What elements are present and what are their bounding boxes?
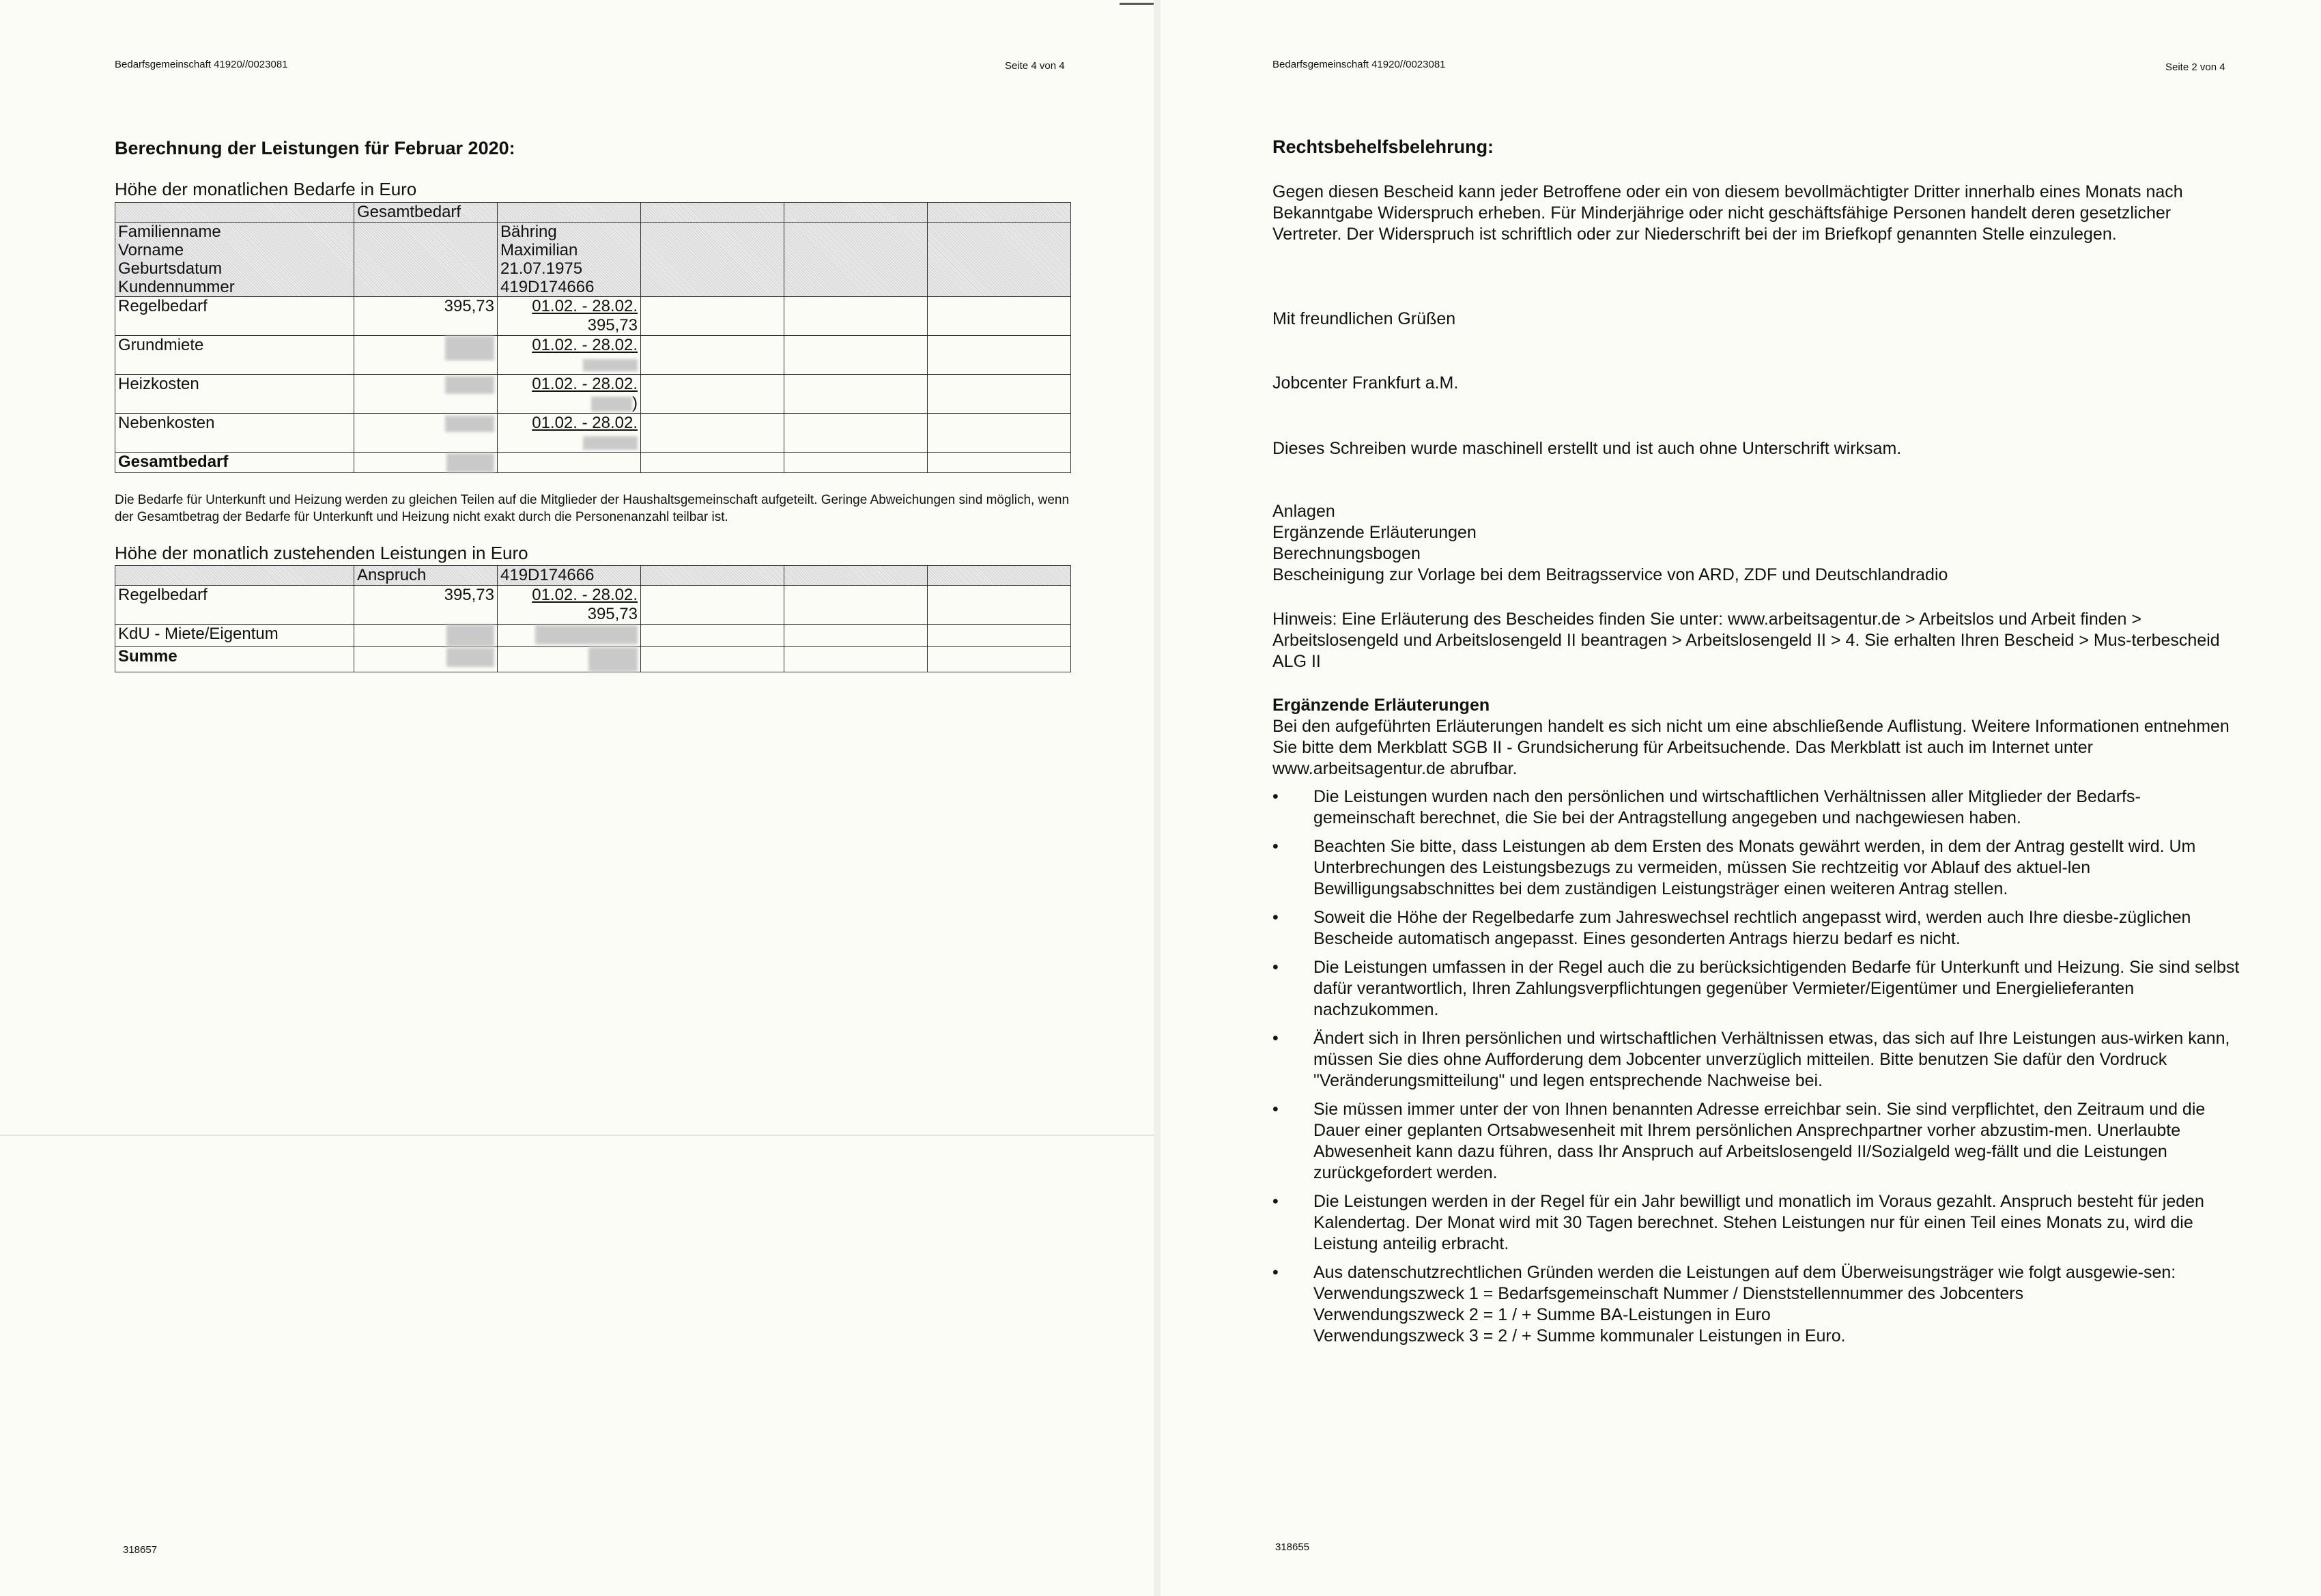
person-info-row — [115, 223, 1071, 297]
bedarfe-caption: Höhe der monatlichen Bedarfe in Euro — [115, 179, 417, 199]
attachment-item: Berechnungsbogen — [1272, 544, 1421, 563]
table-row — [115, 297, 1071, 336]
left-page — [0, 0, 1154, 1596]
leistung-period-regelbedarf: 01.02. - 28.02. — [532, 586, 638, 604]
table-row — [115, 414, 1071, 453]
row-label-grundmiete: Grundmiete — [115, 336, 354, 375]
machine-generated-note: Dieses Schreiben wurde maschinell erstellt und ist auch ohne Unterschrift wirksam. — [1272, 439, 1902, 458]
usage-line: Verwendungszweck 3 = 2 / + Summe kommunaler Leistungen in Euro. — [1313, 1326, 1846, 1345]
person-label-surname: Familienname — [118, 223, 221, 241]
redacted-value — [583, 436, 638, 450]
redacted-value — [583, 359, 638, 371]
bedarfe-table — [115, 202, 1071, 473]
greeting: Mit freundlichen Grüßen — [1272, 309, 1456, 328]
redacted-value — [588, 647, 638, 672]
person-value-customer-number: 419D174666 — [500, 278, 595, 296]
leistung-label-kdu: KdU - Miete/Eigentum — [115, 625, 354, 647]
bedarfe-header-total: Gesamtbedarf — [354, 203, 498, 223]
row-amount-regelbedarf: 395,73 — [587, 316, 638, 334]
leistungen-caption: Höhe der monatlich zustehenden Leistungen in Euro — [115, 543, 528, 563]
redacted-value — [535, 625, 638, 644]
row-period-regelbedarf: 01.02. - 28.02. — [532, 297, 638, 315]
person-label-firstname: Vorname — [118, 241, 184, 259]
row-period-grundmiete: 01.02. - 28.02. — [532, 336, 638, 354]
sender: Jobcenter Frankfurt a.M. — [1272, 373, 1459, 393]
bedarfe-header-row — [115, 203, 1071, 223]
legal-remedy-title: Rechtsbehelfsbelehrung: — [1272, 137, 1494, 157]
row-total-regelbedarf: 395,73 — [354, 297, 498, 336]
redacted-value — [591, 397, 632, 412]
fold-line-left — [0, 1135, 1154, 1136]
redacted-value — [445, 416, 494, 432]
attachment-item: Bescheinigung zur Vorlage bei dem Beitragsservice von ARD, ZDF und Deutschlandradio — [1272, 565, 1948, 584]
leistung-claim-regelbedarf: 395,73 — [354, 586, 498, 625]
table-row — [115, 336, 1071, 375]
redacted-value — [445, 336, 494, 360]
person-label-birthdate: Geburtsdatum — [118, 259, 223, 278]
person-value-surname: Bähring — [500, 223, 557, 241]
list-item: • Soweit die Höhe der Regelbedarfe zum Jahreswechsel rechtlich angepasst wird, werden auch Ihre diesbe-züglichen Bescheide automatisch angepasst. Eines gesonderten Antrags hierzu bedarf es nicht. — [1272, 907, 2242, 950]
row-label-nebenkosten: Nebenkosten — [115, 414, 354, 453]
leistungen-table — [115, 565, 1071, 672]
row-period-heizkosten: 01.02. - 28.02. — [532, 375, 638, 393]
list-item — [1272, 1262, 2242, 1347]
person-value-firstname: Maximilian — [500, 241, 578, 259]
left-header-reference: Bedarfsgemeinschaft 41920//0023081 — [115, 59, 288, 70]
attachment-item: Ergänzende Erläuterungen — [1272, 523, 1477, 542]
list-item: • Ändert sich in Ihren persönlichen und wirtschaftlichen Verhältnissen etwas, das sich auf Ihre Leistungen aus-wirken kann, müssen Sie dies ohne Aufforderung dem Jobcenter unverzüglich mitteilen. Bitte benutzen Sie dafür den Vordruck "Veränderungsmitteilung" und legen entsprechende Nachweise bei. — [1272, 1028, 2242, 1092]
sum-label-gesamtbedarf: Gesamtbedarf — [115, 453, 354, 473]
attachments-title: Anlagen — [1272, 502, 1335, 521]
person-label-customer-number: Kundennummer — [118, 278, 235, 296]
sum-label-summe: Summe — [115, 647, 354, 672]
hint-text: Hinweis: Eine Erläuterung des Bescheides finden Sie unter: www.arbeitsagentur.de > Arbeitslos und Arbeit finden > Arbeitslosengeld und Arbeitslosengeld II beantragen > Arbeitslosengeld II > 4. Sie erhalten Ihren Bescheid > Mus-terbescheid ALG II — [1272, 610, 2220, 671]
right-footer-code: 318655 — [1275, 1541, 1310, 1553]
list-item: • Die Leistungen werden in der Regel für ein Jahr bewilligt und monatlich im Voraus gezahlt. Anspruch besteht für jeden Kalendertag. Der Monat wird mit 30 Tagen berechnet. Stehen Leistungen nur für einen Teil eines Monats zu, wird die Leistung anteilig erbracht. — [1272, 1191, 2242, 1255]
leistungen-header-person: 419D174666 — [498, 566, 641, 586]
usage-line: Verwendungszweck 1 = Bedarfsgemeinschaft Nummer / Dienststellennummer des Jobcenters — [1313, 1284, 2024, 1303]
sum-row — [115, 453, 1071, 473]
row-label-regelbedarf: Regelbedarf — [115, 297, 354, 336]
list-item: • Die Leistungen umfassen in der Regel auch die zu berücksichtigenden Bedarfe für Unterkunft und Heizung. Sie sind selbst dafür verantwortlich, Ihren Zahlungsverpflichtungen gegenüber Vermieter/Eigentümer und Energielieferanten nachzukommen. — [1272, 957, 2242, 1021]
page-gutter — [1154, 0, 1160, 1596]
redacted-value — [445, 376, 494, 394]
table-row — [115, 375, 1071, 414]
explanations-list — [1272, 786, 2242, 1354]
leistungen-header-row — [115, 566, 1071, 586]
row-period-nebenkosten: 01.02. - 28.02. — [532, 414, 638, 432]
explanations-title: Ergänzende Erläuterungen — [1272, 696, 1490, 715]
list-item: • Die Leistungen wurden nach den persönlichen und wirtschaftlichen Verhältnissen aller Mitglieder der Bedarfs-gemeinschaft berechnet, die Sie bei der Antragstellung angegeben und nachgewiesen haben. — [1272, 786, 2242, 829]
list-item: • Beachten Sie bitte, dass Leistungen ab dem Ersten des Monats gewährt werden, in dem der Antrag gestellt wird. Um Unterbrechungen des Leistungsbezugs zu vermeiden, müssen Sie rechtzeitig vor Ablauf des aktuel-len Bewilligungsabschnittes bei dem zuständigen Leistungsträger einen weiteren Antrag stellen. — [1272, 836, 2242, 900]
left-header-page-number: Seite 4 von 4 — [1005, 60, 1065, 72]
leistung-label-regelbedarf: Regelbedarf — [115, 586, 354, 625]
right-header-page-number: Seite 2 von 4 — [2165, 61, 2225, 73]
row-label-heizkosten: Heizkosten — [115, 375, 354, 414]
redacted-value — [446, 648, 494, 667]
table-row — [115, 625, 1071, 647]
list-item-text: • Aus datenschutzrechtlichen Gründen werden die Leistungen auf dem Überweisungsträger wie folgt ausgewie-sen: — [1313, 1263, 2176, 1282]
attachments-block — [1272, 501, 1948, 586]
table-row — [115, 586, 1071, 625]
legal-remedy-text: Gegen diesen Bescheid kann jeder Betroffene oder ein von diesem bevollmächtigter Dritter innerhalb eines Monats nach Bekanntgabe Widerspruch erheben. Für Minderjährige oder nicht geschäftsfähige Personen handelt deren gesetzlicher Vertreter. Der Widerspruch ist schriftlich oder zur Niederschrift bei der im Briefkopf genannten Stelle einzulegen. — [1272, 182, 2183, 244]
explanations-intro: Bei den aufgeführten Erläuterungen handelt es sich nicht um eine abschließende Auflistung. Weitere Informationen entnehmen Sie bitte dem Merkblatt SGB II - Grundsicherung für Arbeitsuchende. Das Merkblatt ist auch im Internet unter www.arbeitsagentur.de abrufbar. — [1272, 717, 2230, 778]
calculation-title: Berechnung der Leistungen für Februar 2020: — [115, 138, 515, 158]
distribution-note: Die Bedarfe für Unterkunft und Heizung werden zu gleichen Teilen auf die Mitglieder der Haushaltsgemeinschaft aufgeteilt. Geringe Abweichungen sind möglich, wenn der Gesamtbetrag der Bedarfe für Unterkunft und Heizung nicht exakt durch die Personenanzahl teilbar ist. — [115, 493, 1070, 524]
right-header-reference: Bedarfsgemeinschaft 41920//0023081 — [1272, 59, 1446, 70]
left-footer-code: 318657 — [123, 1544, 158, 1556]
person-value-birthdate: 21.07.1975 — [500, 259, 583, 278]
leistungen-header-claim: Anspruch — [354, 566, 498, 586]
sum-row — [115, 647, 1071, 672]
usage-line: Verwendungszweck 2 = 1 / + Summe BA-Leistungen in Euro — [1313, 1305, 1771, 1324]
leistung-amount-regelbedarf: 395,73 — [587, 605, 638, 623]
list-item: • Sie müssen immer unter der von Ihnen benannten Adresse erreichbar sein. Sie sind verpflichtet, den Zeitraum und die Dauer einer geplanten Ortsabwesenheit mit Ihrem persönlichen Ansprechpartner vorher abzustim-men. Unerlaubte Abwesenheit kann dazu führen, dass Ihr Anspruch auf Arbeitslosengeld II/Sozialgeld weg-fällt und die Leistungen zurückgefordert werden. — [1272, 1099, 2242, 1184]
row-amount-heizkosten: ) — [632, 394, 638, 412]
redacted-value — [446, 625, 494, 646]
scan-edge-mark — [1120, 3, 1154, 5]
redacted-value — [446, 453, 494, 472]
right-page — [1160, 0, 2321, 1596]
